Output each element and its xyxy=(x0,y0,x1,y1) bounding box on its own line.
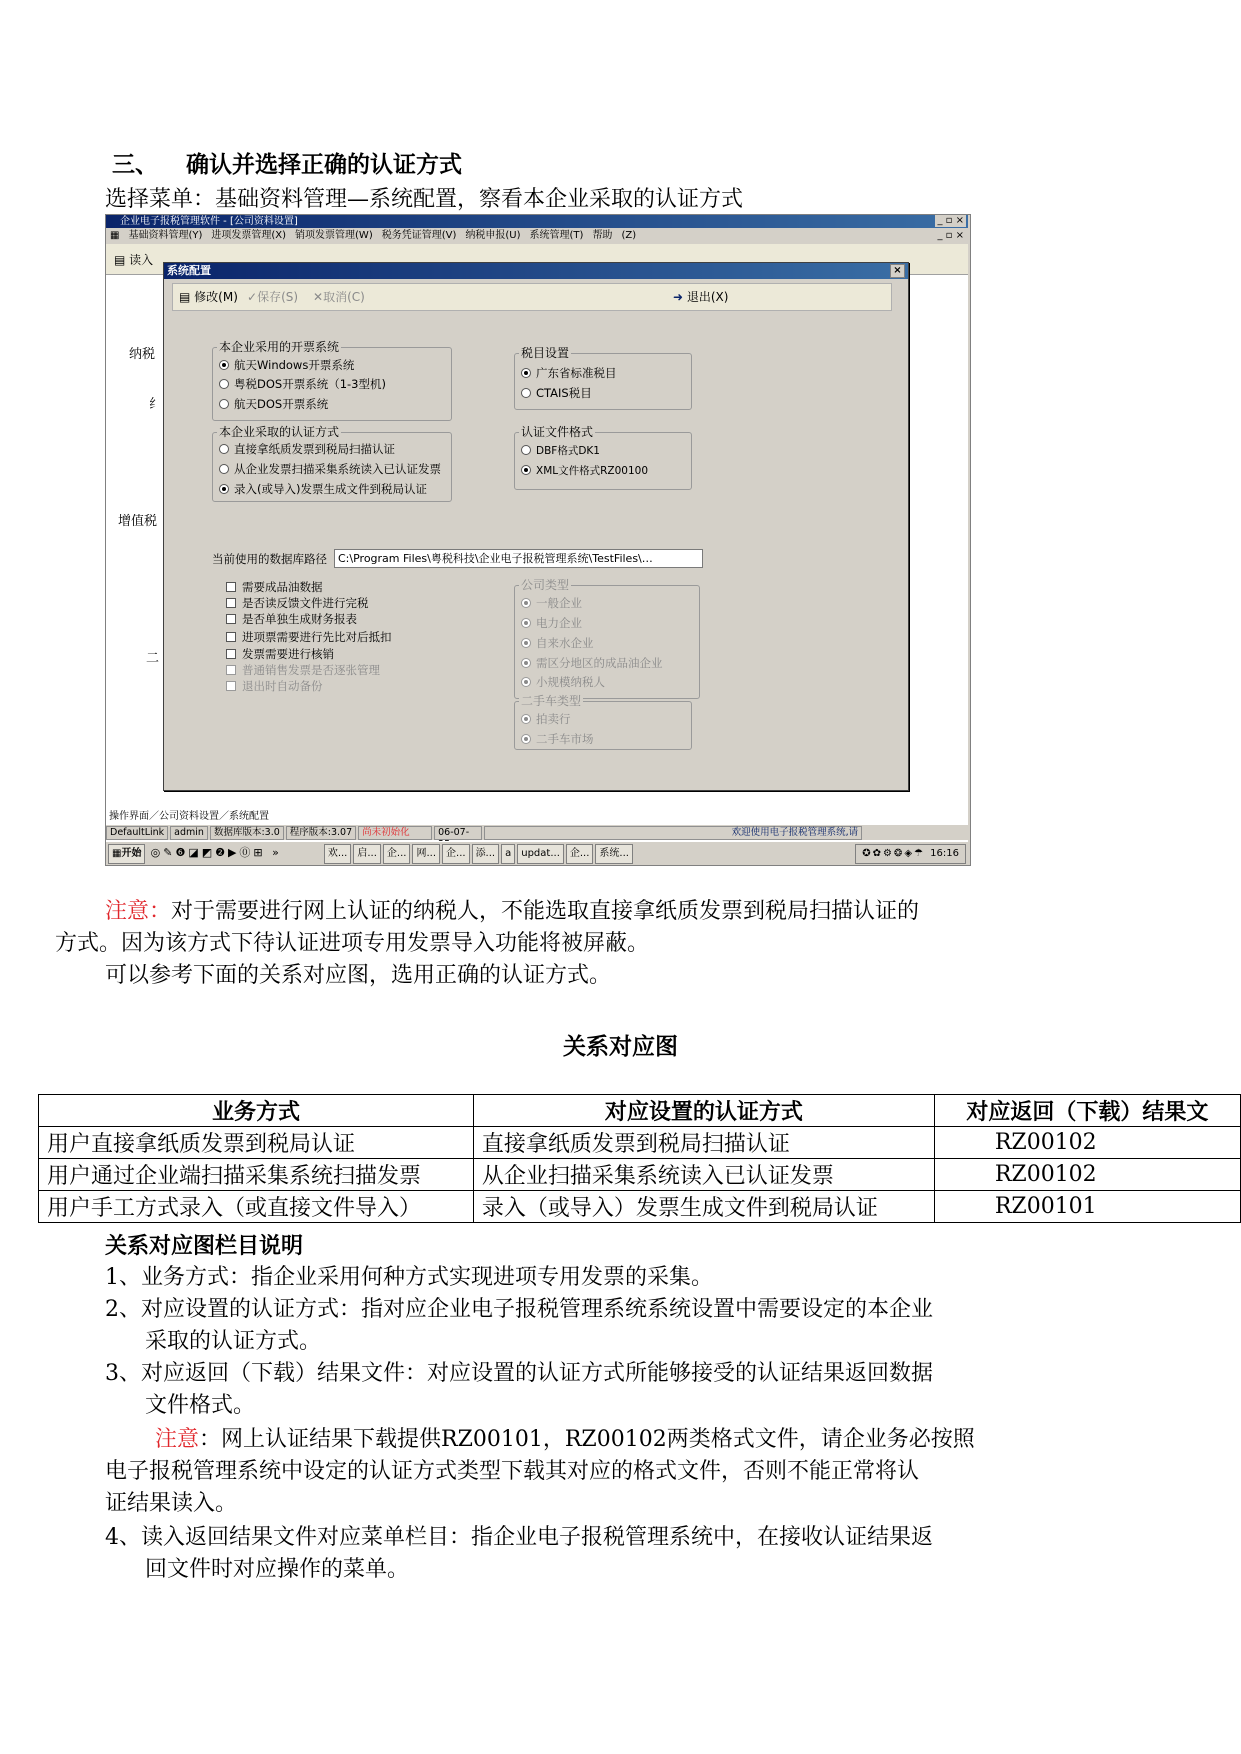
task-button[interactable]: 网... xyxy=(412,844,440,864)
checkbox-option[interactable]: 进项票需要进行先比对后抵扣 xyxy=(226,630,392,644)
status-welcome: 欢迎使用电子报税管理系统,请 xyxy=(484,826,862,840)
explain-item: 采取的认证方式。 xyxy=(145,1329,322,1354)
side-label: 纳税 xyxy=(129,347,156,362)
used-car-option[interactable]: 二手车市场 xyxy=(521,732,594,746)
checkbox[interactable] xyxy=(226,649,236,659)
quick-launch-icons[interactable]: ◎✎❻◪◩❷▶⓪⊞ » xyxy=(150,846,282,859)
radio[interactable] xyxy=(219,464,229,474)
auth-method-option[interactable]: 从企业发票扫描采集系统读入已认证发票 xyxy=(219,462,441,476)
dialog-title: 系统配置 xyxy=(167,264,211,277)
menu-icon: ▦ xyxy=(110,230,120,241)
explain-item: 1、业务方式：指企业采用何种方式实现进项专用发票的采集。 xyxy=(105,1265,713,1290)
checkbox-option[interactable]: 退出时自动备份 xyxy=(226,679,323,693)
task-button[interactable]: updat... xyxy=(517,844,564,864)
app-title: 企业电子报税管理软件 - [公司资料设置] xyxy=(120,216,298,227)
menubar xyxy=(106,229,968,243)
explain-note: 证结果读入。 xyxy=(105,1491,238,1516)
system-tray xyxy=(855,844,966,864)
table-cell: 从企业扫描采集系统读入已认证发票 xyxy=(473,1159,934,1191)
system-config-dialog xyxy=(163,262,909,791)
app-titlebar xyxy=(106,215,968,228)
side-label: 纟 xyxy=(149,397,163,412)
table-cell: RZ00102 xyxy=(934,1159,1240,1191)
checkbox[interactable] xyxy=(226,614,236,624)
radio-selected[interactable] xyxy=(521,368,531,378)
windows-icon: ▦ xyxy=(112,848,122,859)
task-button[interactable]: 企... xyxy=(442,844,470,864)
company-type-option[interactable]: 一般企业 xyxy=(521,596,582,610)
dialog-close-button[interactable]: × xyxy=(890,264,905,278)
explain-title: 关系对应图栏目说明 xyxy=(105,1233,304,1259)
invoice-system-group xyxy=(212,340,452,421)
status-init: 尚未初始化 xyxy=(358,826,432,840)
menu-item[interactable]: 系统管理(T) xyxy=(529,230,584,241)
window-controls[interactable]: _ ▫ × xyxy=(937,215,964,226)
side-label: 增值税 xyxy=(118,514,158,529)
table-cell: 直接拿纸质发票到税局扫描认证 xyxy=(473,1127,934,1159)
radio[interactable] xyxy=(521,734,531,744)
radio[interactable] xyxy=(521,658,531,668)
used-car-option[interactable]: 拍卖行 xyxy=(521,712,571,726)
radio-selected[interactable] xyxy=(521,465,531,475)
menu-item[interactable]: 进项发票管理(X) xyxy=(211,230,287,241)
task-button[interactable]: 启... xyxy=(353,844,381,864)
save-button[interactable]: ✓保存(S) xyxy=(247,290,299,304)
task-button[interactable]: 企... xyxy=(383,844,411,864)
status-app-version: 程序版本:3.07 xyxy=(286,826,356,840)
radio[interactable] xyxy=(219,379,229,389)
table-row xyxy=(39,1159,1241,1191)
group-legend: 二手车类型 xyxy=(521,694,582,708)
group-legend: 税目设置 xyxy=(521,346,570,360)
task-button[interactable]: 企... xyxy=(566,844,594,864)
relation-table xyxy=(38,1094,1241,1223)
invoice-option[interactable]: 航天DOS开票系统 xyxy=(219,397,328,411)
checkbox[interactable] xyxy=(226,632,236,642)
checkbox-option[interactable]: 普通销售发票是否逐张管理 xyxy=(226,663,380,677)
status-link: DefaultLink xyxy=(106,826,168,840)
radio[interactable] xyxy=(219,399,229,409)
table-header: 业务方式 xyxy=(39,1095,474,1127)
edit-icon: ▤ xyxy=(179,290,195,304)
note-follow: 可以参考下面的关系对应图，选用正确的认证方式。 xyxy=(105,963,612,988)
table-cell: 用户通过企业端扫描采集系统扫描发票 xyxy=(39,1159,474,1191)
explain-item: 3、对应返回（下载）结果文件：对应设置的认证方式所能够接受的认证结果返回数据 xyxy=(105,1361,933,1386)
exit-button[interactable]: ➜ 退出(X) xyxy=(673,290,729,304)
explain-note: 电子报税管理系统中设定的认证方式类型下载其对应的格式文件，否则不能正常将认 xyxy=(105,1459,920,1484)
table-title: 关系对应图 xyxy=(563,1033,678,1060)
radio-selected[interactable] xyxy=(521,714,531,724)
checkbox[interactable] xyxy=(226,598,236,608)
radio[interactable] xyxy=(219,444,229,454)
start-button[interactable]: ▦开始 xyxy=(108,844,145,864)
radio[interactable] xyxy=(521,618,531,628)
note-line: 方式。因为该方式下待认证进项专用发票导入功能将被屏蔽。 xyxy=(55,931,650,956)
table-header: 对应设置的认证方式 xyxy=(473,1095,934,1127)
invoice-option[interactable]: 粤税DOS开票系统（1-3型机) xyxy=(219,377,386,391)
table-header: 对应返回（下载）结果文 xyxy=(934,1095,1240,1127)
db-path-input[interactable]: C:\Program Files\粤税科技\企业电子报税管理系统\TestFiles\… xyxy=(334,549,703,568)
used-car-group xyxy=(514,694,692,750)
arrow-right-icon: ➜ xyxy=(673,290,687,304)
menu-item[interactable]: (Z) xyxy=(621,230,637,241)
status-date: 06-07- xyxy=(434,826,482,840)
radio-selected[interactable] xyxy=(521,598,531,608)
dialog-toolbar xyxy=(172,283,892,311)
radio[interactable] xyxy=(521,388,531,398)
auth-method-option[interactable]: 直接拿纸质发票到税局扫描认证 xyxy=(219,442,395,456)
tax-item-group xyxy=(514,346,692,410)
menu-item[interactable]: 纳税申报(U) xyxy=(465,230,521,241)
section-heading xyxy=(112,146,462,179)
mdi-controls[interactable]: _ ▫ × xyxy=(937,230,964,241)
note-line: 注意：对于需要进行网上认证的纳税人，不能选取直接拿纸质发票到税局扫描认证的 xyxy=(105,899,920,924)
menu-item[interactable]: 销项发票管理(W) xyxy=(295,230,373,241)
table-cell: 用户手工方式录入（或直接文件导入） xyxy=(39,1191,474,1223)
group-legend: 本企业采用的开票系统 xyxy=(219,340,340,354)
company-type-option[interactable]: 需区分地区的成品油企业 xyxy=(521,656,663,670)
table-row xyxy=(39,1127,1241,1159)
checkbox-option[interactable]: 是否单独生成财务报表 xyxy=(226,612,357,626)
taskbar xyxy=(106,841,968,866)
company-type-option[interactable]: 自来水企业 xyxy=(521,636,594,650)
explain-item: 回文件时对应操作的菜单。 xyxy=(145,1557,410,1582)
radio-selected[interactable] xyxy=(219,484,229,494)
table-cell: 录入（或导入）发票生成文件到税局认证 xyxy=(473,1191,934,1223)
checkbox[interactable] xyxy=(226,681,236,691)
table-header-row xyxy=(39,1095,1241,1127)
menu-item[interactable]: 税务凭证管理(V) xyxy=(381,230,457,241)
section-title: 确认并选择正确的认证方式 xyxy=(186,151,462,178)
cancel-icon: ✕ xyxy=(313,290,324,304)
table-row xyxy=(39,1191,1241,1223)
auth-format-group xyxy=(514,425,692,490)
checkbox-option[interactable]: 需要成品油数据 xyxy=(226,580,323,594)
status-bar xyxy=(106,825,968,840)
group-legend: 认证文件格式 xyxy=(521,425,594,439)
company-type-option[interactable]: 小规模纳税人 xyxy=(521,675,605,689)
read-icon: ▤ xyxy=(114,253,130,267)
table-cell: 用户直接拿纸质发票到税局认证 xyxy=(39,1127,474,1159)
section-number: 三、 xyxy=(112,151,158,178)
task-button[interactable]: 添... xyxy=(472,844,500,864)
checkbox-option[interactable]: 是否读反馈文件进行完税 xyxy=(226,596,369,610)
clock: 16:16 xyxy=(930,848,959,859)
company-type-option[interactable]: 电力企业 xyxy=(521,616,582,630)
note-label: 注意 xyxy=(155,1427,200,1452)
edit-button[interactable]: ▤ 修改(M) xyxy=(179,290,238,304)
radio[interactable] xyxy=(521,677,531,687)
tax-item-option[interactable]: 广东省标准税目 xyxy=(521,366,617,380)
menu-item[interactable]: 基础资料管理(Y) xyxy=(128,230,203,241)
side-label: 二 xyxy=(146,651,160,666)
table-cell: RZ00102 xyxy=(934,1127,1240,1159)
explain-item: 4、读入返回结果文件对应菜单栏目：指企业电子报税管理系统中，在接收认证结果返 xyxy=(105,1525,933,1550)
auth-format-option[interactable]: XML文件格式RZ00100 xyxy=(521,464,648,478)
group-legend: 本企业采取的认证方式 xyxy=(219,425,340,439)
cancel-button[interactable]: ✕取消(C) xyxy=(313,290,365,304)
explain-item: 文件格式。 xyxy=(145,1393,256,1418)
task-button[interactable]: 系统... xyxy=(595,844,633,864)
explain-note: 注意：网上认证结果下载提供RZ00101，RZ00102两类格式文件，请企业务必按照 xyxy=(155,1427,975,1452)
invoice-option[interactable]: 航天Windows开票系统 xyxy=(219,358,354,372)
check-icon: ✓ xyxy=(247,290,258,304)
radio-selected[interactable] xyxy=(219,360,229,370)
dialog-titlebar xyxy=(164,263,908,279)
note-label: 注意： xyxy=(105,899,172,924)
checkbox[interactable] xyxy=(226,582,236,592)
task-button[interactable]: 欢... xyxy=(324,844,352,864)
table-cell: RZ00101 xyxy=(934,1191,1240,1223)
auth-format-option[interactable]: DBF格式DK1 xyxy=(521,444,600,458)
explain-item: 2、对应设置的认证方式：指对应企业电子报税管理系统系统设置中需要设定的本企业 xyxy=(105,1297,933,1322)
document-tabs[interactable]: 操作界面／公司资料设置／系统配置 xyxy=(106,810,968,824)
status-db-version: 数据库版本:3.0 xyxy=(210,826,284,840)
tray-icons: ✪✿⚙❂◈☂ xyxy=(862,848,931,859)
tax-item-option[interactable]: CTAIS税目 xyxy=(521,386,592,400)
company-type-group xyxy=(514,578,700,699)
group-legend: 公司类型 xyxy=(521,578,570,592)
read-button[interactable]: ▤ 读入 xyxy=(114,253,154,267)
intro-text: 选择菜单：基础资料管理—系统配置，察看本企业采取的认证方式 xyxy=(105,187,744,212)
task-button[interactable]: a xyxy=(501,844,515,864)
checkbox[interactable] xyxy=(226,665,236,675)
db-path-label: 当前使用的数据库路径 xyxy=(212,552,327,566)
checkbox-option[interactable]: 发票需要进行核销 xyxy=(226,647,334,661)
auth-method-group xyxy=(212,425,452,502)
radio[interactable] xyxy=(521,445,531,455)
status-user: admin xyxy=(170,826,208,840)
menu-item[interactable]: 帮助 xyxy=(592,230,613,241)
radio[interactable] xyxy=(521,638,531,648)
auth-method-option[interactable]: 录入(或导入)发票生成文件到税局认证 xyxy=(219,482,427,496)
app-screenshot xyxy=(105,214,971,866)
